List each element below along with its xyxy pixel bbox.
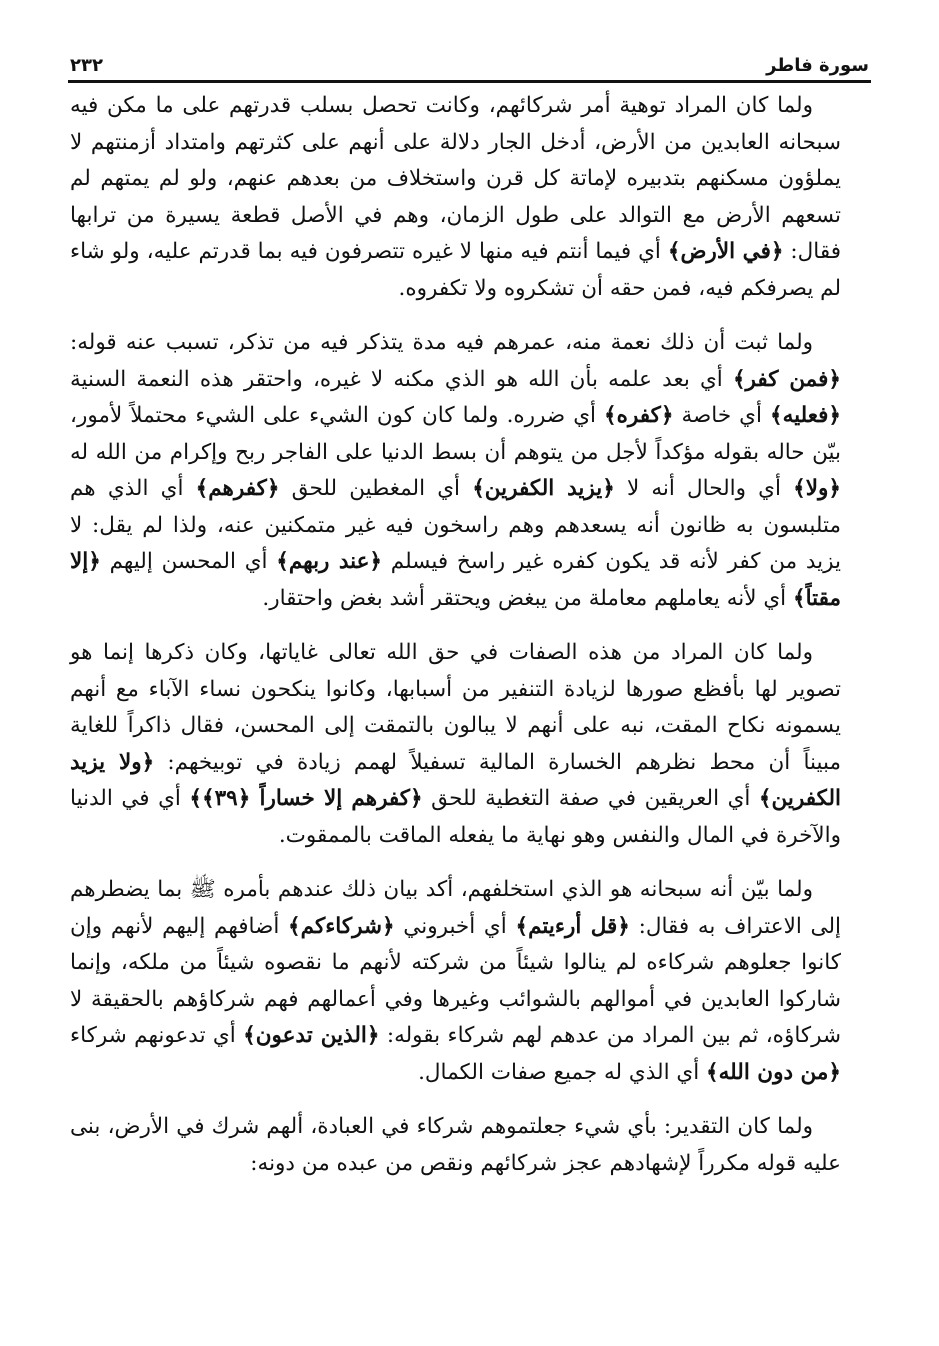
text-segment: أي فيما أنتم فيه منها لا غيره تتصرفون فيه بما قدرتم عليه، ولو شاء لم يصرفكم فيه، فمن حقه أن تشكروه ولا تكفروه. [70,239,841,301]
quran-quote: ﴿إلا مقتاً﴾ [70,549,841,611]
header-rule [68,80,871,83]
quran-quote: ﴿يزيد الكفرين﴾ [472,476,615,501]
quran-quote: ﴿كفره﴾ [604,403,674,428]
text-segment: أي والحال أنه لا [614,476,794,501]
text-segment: ولما كان المراد من هذه الصفات في حق الله تعالى غاياتها، وكان ذكرها إنما هو تصوير لها بأفظع صورها لزيادة التنفير من أسبابها، وكانوا ينكحون نساء الآباء مع أنهم يسمونه نكاح المقت، نبه على أنهم لا يبالون بالتمقت إلى المحسن، فقال ذاكراً للغاية مبيناً أن محط نظرهم الخسارة المالية تسفيلاً لهمم زيادة في توبيخهم: [70,640,841,775]
text-segment: ولما كان التقدير: بأي شيء جعلتموهم شركاء في العبادة، ألهم شرك في الأرض، بنى عليه قوله مكرراً لإشهادهم عجز شركائهم ونقص من عبده من دونه: [70,1114,841,1176]
quran-quote: ﴿فمن كفر﴾ [732,366,841,392]
text-segment: ولما ثبت أن ذلك نعمة منه، عمرهم فيه مدة يتذكر فيه من تذكر، تسبب عنه قوله: [70,330,813,355]
paragraph [70,88,841,307]
quran-quote: ﴿قل أرءيتم﴾ [515,913,630,939]
text-segment: أي العريقين في صفة التغطية للحق [422,786,759,811]
quran-quote: ﴿كفرهم إلا خساراً ﴿٣٩﴾﴾ [189,786,423,811]
quran-quote: ﴿شركاءكم﴾ [288,913,395,939]
text-segment: أي الذي هم متلبسون به ظانون أنه يسعدهم وهم راسخون فيه غير متمكنين عنه، ولذا لم يقل: لا يزيد من كفر لأنه قد يكون كفره غير راسخ فيسلم [70,476,842,574]
quran-quote: ﴿ولا﴾ [793,476,841,501]
text-segment: أي تدعونهم شركاء [70,1023,244,1048]
text-segment: أي بعد علمه بأن الله هو الذي مكنه لا غيره، واحتقر هذه النعمة السنية [70,366,733,392]
page-header [70,40,869,76]
page-number: ٢٣٢ [70,55,103,76]
quran-quote: ﴿الذين تدعون﴾ [243,1023,380,1048]
text-segment: أي المحسن إليهم [100,549,277,574]
text-segment: أضافهم إليهم لأنهم وإن كانوا جعلوهم شركاءه لم ينالوا شيئاً من شركته لأنهم ما نقصوه شيئاً من ملكه، وإنما شاركوا العابدين في أموالهم بالشوائب وغيرها وفي أعمالهم فهم شركاؤهم بالحقيقة لا شركاؤه، ثم بين المراد من عدهم لهم شركاء بقوله: [70,913,841,1048]
text-segment: أي أخبروني [394,913,516,939]
text-segment: أي الذي له جميع صفات الكمال. [418,1059,707,1085]
body-text [70,88,841,1200]
paragraph [70,1109,841,1182]
text-segment: أي المغطين للحق [279,476,473,501]
quran-quote: ﴿ولا يزيد الكفرين﴾ [70,749,841,811]
paragraph [70,872,841,1091]
text-segment: أي لأنه يعاملهم معاملة من يبغض ويحتقر أشد بغض واحتقار. [262,585,793,611]
quran-quote: ﴿عند ربهم﴾ [276,549,383,574]
text-segment: أي في الدنيا والآخرة في المال والنفس وهو نهاية ما يفعله الماقت بالممقوت. [70,786,841,848]
quran-quote: ﴿في الأرض﴾ [667,239,784,264]
surah-title: سورة فاطر [766,55,869,76]
paragraph [70,635,841,854]
quran-quote: ﴿كفرهم﴾ [195,476,280,501]
text-segment: أي ضرره. ولما كان كون الشيء على الشيء محتملاً لأمور، بيّن حاله بقوله مؤكداً لأجل من يتوهم أن بسط الدنيا على الفاجر ربح وإكرام من الله له [70,403,841,465]
text-segment: أي خاصة [673,403,771,428]
quran-quote: ﴿من دون الله﴾ [706,1059,841,1085]
quran-quote: ﴿فعليه﴾ [770,403,841,428]
text-segment: ولما بيّن أنه سبحانه هو الذي استخلفهم، أكد بيان ذلك عندهم بأمره ﷺ بما يضطرهم إلى الاعتراف به فقال: [70,877,841,939]
text-segment: ولما كان المراد توهية أمر شركائهم، وكانت تحصل بسلب قدرتهم على ما مكن فيه سبحانه العابدين من الأرض، أدخل الجار دلالة على أنهم على كثرتهم وامتداد أزمنتهم لا يملؤون مسكنهم بتدبيره لإماتة كل قرن واستخلاف من بعدهم عنهم، ولو لم يمتهم لم تسعهم الأرض مع التوالد على طول الزمان، وهم في الأصل قطعة يسيرة من ترابها فقال: [70,93,841,264]
paragraph [70,325,841,617]
